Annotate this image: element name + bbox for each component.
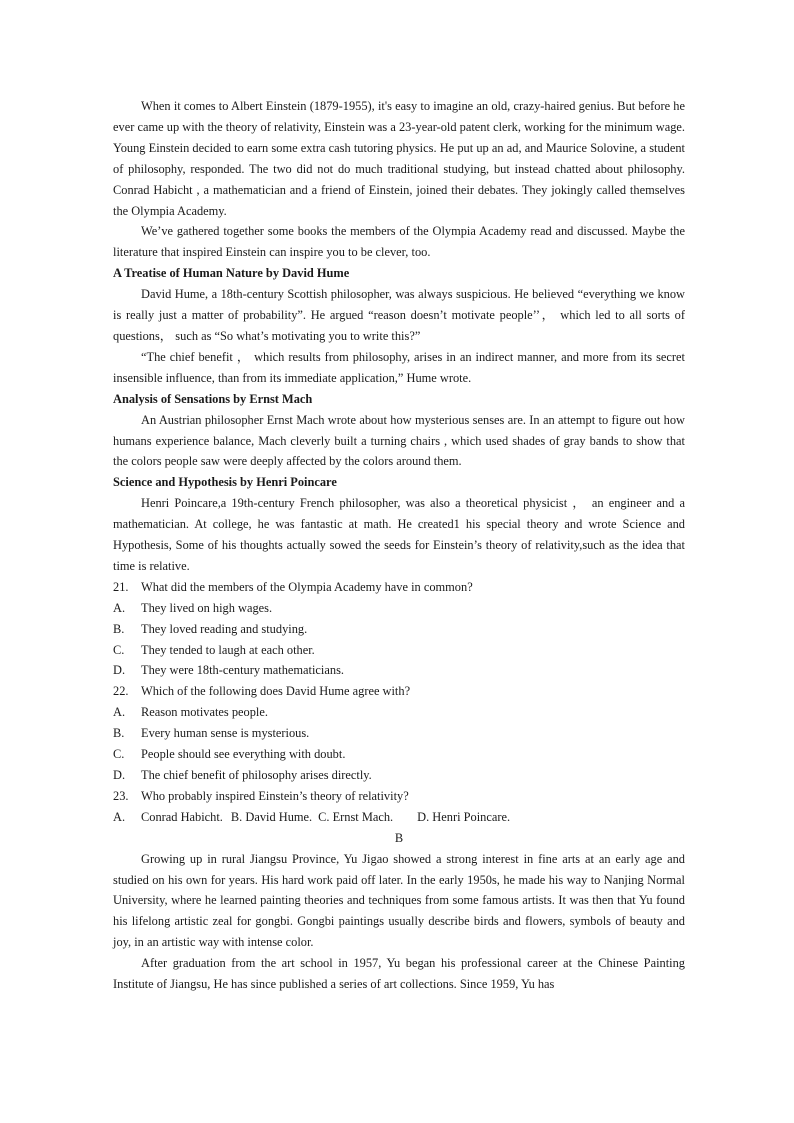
section-title-mach: Analysis of Sensations by Ernst Mach bbox=[113, 391, 313, 406]
question-number: 23. bbox=[113, 788, 129, 803]
document-page bbox=[113, 96, 685, 995]
passage-b-paragraph-2: After graduation from the art school in 1957, Yu began his professional career at the Chinese Painting Institute of Jiangsu, He has since published a series of art collections. Since 1959, Yu has bbox=[113, 956, 685, 992]
question-22-option-d[interactable] bbox=[113, 765, 685, 786]
question-22-option-b[interactable] bbox=[113, 723, 685, 744]
passage-b-paragraph-1: Growing up in rural Jiangsu Province, Yu Jigao showed a strong interest in fine arts at an early age and studied on his own for years. His hard work paid off later. In the early 1950s, he made his way to Nanjing Normal University, where he learned painting theories and techniques from some famous artists. It was then that Yu found his lifelong artistic zeal for gongbi. Gongbi paintings usually describe birds and flowers, symbols of beauty and joy, in an artistic way with intense color. bbox=[113, 851, 685, 950]
section-title-hume: A Treatise of Human Nature by David Hume bbox=[113, 266, 350, 281]
question-number: 21. bbox=[113, 579, 129, 594]
question-22-option-a[interactable] bbox=[113, 702, 685, 723]
question-21-option-d[interactable] bbox=[113, 660, 685, 681]
hume-paragraph-2: “The chief benefit ， which results from philosophy, arises in an indirect manner, and more from its secret insensible influence, than from its immediate application,” Hume wrote. bbox=[113, 349, 685, 385]
option-text: They loved reading and studying. bbox=[141, 621, 308, 636]
option-text: The chief benefit of philosophy arises directly. bbox=[141, 768, 372, 782]
question-23-options bbox=[113, 807, 685, 828]
question-23-option-c[interactable]: C. Ernst Mach. bbox=[318, 809, 394, 824]
question-21-option-c[interactable] bbox=[113, 640, 685, 661]
passage-a-books-paragraph: We’ve gathered together some books the members of the Olympia Academy read and discussed. Maybe the literature that inspired Einstein can inspire you to be clever, too. bbox=[113, 224, 685, 260]
mach-paragraph: An Austrian philosopher Ernst Mach wrote about how mysterious senses are. In an attempt to figure out how humans experience balance, Mach cleverly built a turning chairs , which used shades of gray bands to show that the colors people saw were deeply affected by the colors around them. bbox=[113, 412, 685, 469]
question-text: What did the members of the Olympia Academy have in common? bbox=[141, 579, 473, 594]
option-letter: A. bbox=[113, 705, 126, 720]
question-23-option-b[interactable]: B. David Hume. bbox=[230, 809, 313, 824]
option-text: People should see everything with doubt. bbox=[141, 747, 346, 762]
option-letter: D. bbox=[113, 768, 126, 782]
question-21 bbox=[113, 577, 685, 598]
option-text: Reason motivates people. bbox=[141, 705, 268, 720]
section-title-poincare: Science and Hypothesis by Henri Poincare bbox=[113, 475, 337, 490]
option-text: They tended to laugh at each other. bbox=[141, 642, 315, 657]
question-22 bbox=[113, 681, 685, 702]
question-21-option-b[interactable] bbox=[113, 619, 685, 640]
option-letter: C. bbox=[113, 747, 125, 762]
option-letter: D. bbox=[113, 663, 126, 678]
passage-b-label: B bbox=[394, 830, 404, 845]
poincare-paragraph: Henri Poincare,a 19th-century French philosopher, was also a theoretical physicist ， an engineer and a mathematician. At college, he was fantastic at math. He created1 his special theory and wrote Science and Hypothesis, Some of his thoughts actually sowed the seeds for Einstein’s theory of relativity,such as the idea that time is relative. bbox=[113, 496, 685, 573]
option-letter: B. bbox=[113, 726, 125, 741]
option-letter: C. bbox=[113, 642, 125, 657]
question-text: Which of the following does David Hume agree with? bbox=[141, 684, 411, 699]
question-23-option-d[interactable]: D. Henri Poincare. bbox=[417, 809, 511, 824]
question-23-option-a[interactable]: Conrad Habicht. bbox=[141, 809, 223, 824]
passage-a-intro-paragraph: When it comes to Albert Einstein (1879-1955), it's easy to imagine an old, crazy-haired genius. But before he ever came up with the theory of relativity, Einstein was a 23-year-old patent clerk, working for the minimum wage. Young Einstein decided to earn some extra cash tutoring physics. He put up an ad, and Maurice Solovine, a student of philosophy, responded. The two did not do much traditional studying, but instead chatted about philosophy. Conrad Habicht , a mathematician and a friend of Einstein, joined their debates. They jokingly called themselves the Olympia Academy. bbox=[113, 99, 685, 218]
question-21-option-a[interactable] bbox=[113, 598, 685, 619]
option-letter: A. bbox=[113, 809, 126, 824]
question-text: Who probably inspired Einstein’s theory of relativity? bbox=[141, 788, 409, 803]
option-text: They were 18th-century mathematicians. bbox=[141, 663, 344, 678]
question-23 bbox=[113, 786, 685, 807]
option-text: Every human sense is mysterious. bbox=[141, 726, 310, 741]
question-number: 22. bbox=[113, 684, 129, 699]
hume-paragraph-1: David Hume, a 18th-century Scottish philosopher, was always suspicious. He believed “everything we know is really just a matter of probability”. He argued “reason doesn’t motivate people’’， which led to all sorts of questions， such as “So what’s motivating you to write this?” bbox=[113, 287, 685, 343]
option-letter: A. bbox=[113, 600, 126, 615]
option-text: They lived on high wages. bbox=[141, 600, 273, 615]
option-letter: B. bbox=[113, 621, 125, 636]
question-22-option-c[interactable] bbox=[113, 744, 685, 765]
